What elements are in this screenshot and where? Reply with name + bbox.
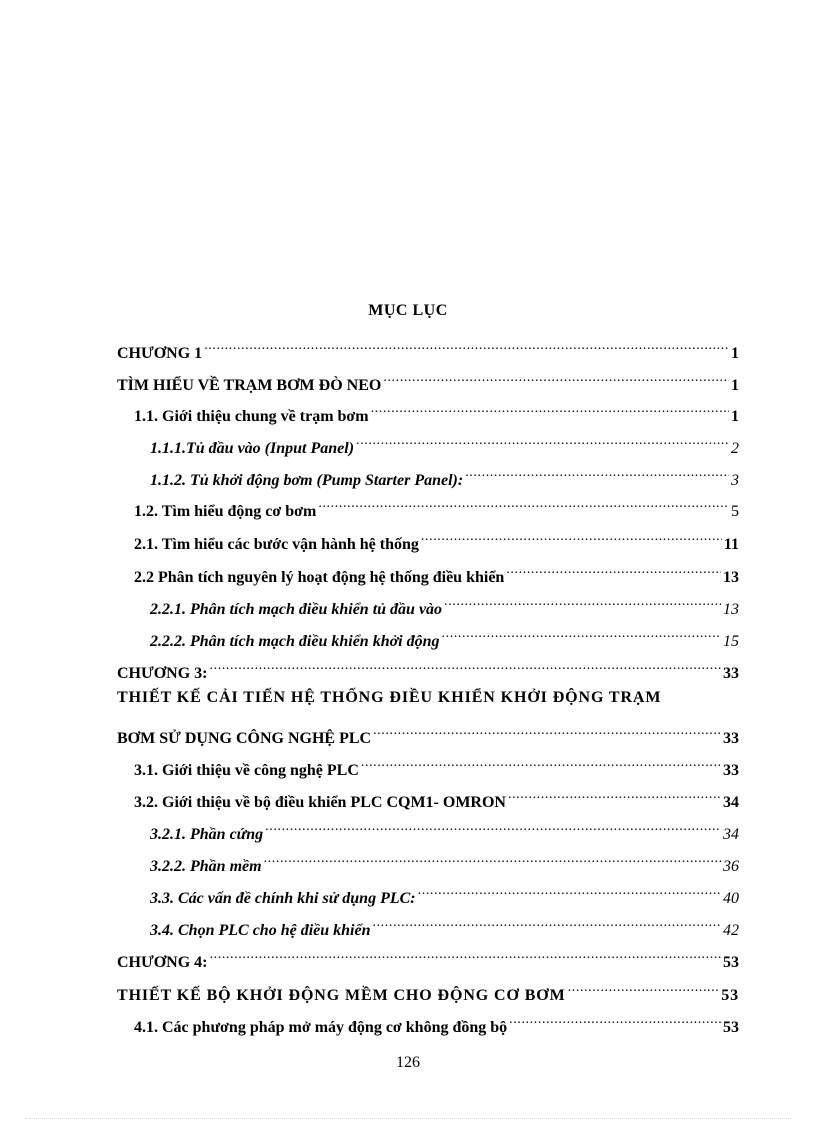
toc-entry-page: 1: [731, 408, 739, 425]
page-number: 126: [396, 1054, 420, 1071]
toc-entry-thiet-ke-cai-tien-line-1[interactable]: [117, 687, 739, 709]
toc-entry-thiet-ke-bo-khoi-dong[interactable]: [117, 978, 739, 1007]
toc-entry-page: 53: [723, 954, 739, 971]
leader-dots: [568, 978, 720, 1000]
leader-dots: [210, 656, 721, 678]
toc-entry-1-1-1[interactable]: [150, 431, 739, 460]
toc-entry-page: 13: [723, 601, 739, 618]
leader-dots: [265, 817, 721, 839]
leader-dots: [204, 336, 729, 358]
toc-entry-2-1[interactable]: [134, 527, 739, 556]
toc-entry-label: 3.2.1. Phần cứng: [150, 826, 264, 843]
leader-dots: [444, 592, 721, 614]
toc-entry-page: 33: [723, 730, 739, 747]
toc-entry-page: 11: [723, 536, 739, 553]
toc-entry-label: THIẾT KẾ BỘ KHỞI ĐỘNG MỀM CHO ĐỘNG CƠ BƠM: [117, 987, 566, 1004]
toc-entry-label: TÌM HIỂU VỀ TRẠM BƠM ĐÒ NEO: [117, 377, 382, 394]
leader-dots: [372, 913, 721, 935]
leader-dots: [318, 494, 729, 516]
toc-entry-page: 1: [731, 377, 739, 394]
toc-entry-label: CHƯƠNG 3:: [117, 665, 208, 682]
toc-entry-label: 3.4. Chọn PLC cho hệ điều khiển: [150, 922, 371, 939]
toc-entry-label: 3.1. Giới thiệu về công nghệ PLC: [134, 762, 359, 779]
leader-dots: [509, 1010, 721, 1032]
toc-entry-label: 4.1. Các phương pháp mở máy động cơ không đồng bộ: [134, 1019, 508, 1036]
toc-entry-label: THIẾT KẾ CẢI TIẾN HỆ THỐNG ĐIỀU KHIỂN KHỞI ĐỘNG TRẠM: [117, 689, 662, 706]
toc-entry-tim-hieu-tram-bom[interactable]: [117, 368, 739, 397]
toc-entry-page: 33: [723, 762, 739, 779]
toc-entry-label: 2.2.2. Phân tích mạch điều khiển khởi động: [150, 633, 440, 650]
toc-entry-2-2[interactable]: [134, 560, 739, 589]
leader-dots: [373, 721, 721, 743]
toc-entry-label: 2.2.1. Phân tích mạch điều khiển tủ đầu vào: [150, 601, 443, 618]
leader-dots: [465, 463, 729, 485]
toc-entry-page: 1: [731, 345, 739, 362]
toc-entry-2-2-1[interactable]: [150, 592, 739, 621]
toc-entry-page: 53: [723, 1019, 739, 1036]
toc-entry-label: 1.1.1.Tủ đầu vào (Input Panel): [150, 440, 355, 457]
toc-entry-page: 40: [723, 890, 739, 907]
leader-dots: [264, 849, 721, 871]
toc-title: MỤC LỤC: [368, 302, 448, 319]
toc-entry-2-2-2[interactable]: [150, 624, 739, 653]
toc-entry-page: 34: [723, 794, 739, 811]
toc-entry-label: 3.3. Các vấn đề chính khi sử dụng PLC:: [150, 890, 416, 907]
leader-dots: [356, 431, 729, 453]
toc-entry-3-2-1[interactable]: [150, 817, 739, 846]
toc-entry-1-1[interactable]: [134, 399, 739, 428]
toc-entry-label: 2.1. Tìm hiểu các bước vận hành hệ thống: [134, 536, 419, 553]
toc-entry-label: 1.1.2. Tủ khởi động bơm (Pump Starter Panel):: [150, 472, 464, 489]
toc-entry-1-2[interactable]: [134, 494, 739, 523]
toc-entry-chapter-3[interactable]: [117, 656, 739, 685]
toc-entry-page: 34: [723, 826, 739, 843]
leader-dots: [508, 785, 721, 807]
toc-entry-label: BƠM SỬ DỤNG CÔNG NGHỆ PLC: [117, 730, 372, 747]
toc-entry-page: 53: [721, 987, 739, 1004]
toc-entry-3-2-2[interactable]: [150, 849, 739, 878]
leader-dots: [361, 753, 721, 775]
toc-entry-page: 13: [723, 569, 739, 586]
toc-entry-chapter-4[interactable]: [117, 945, 739, 974]
toc-entry-label: 1.2. Tìm hiểu động cơ bơm: [134, 503, 317, 520]
leader-dots: [442, 624, 721, 646]
toc-entry-3-2[interactable]: [134, 785, 739, 814]
toc-entry-label: 1.1. Giới thiệu chung về trạm bơm: [134, 408, 369, 425]
toc-entry-page: 3: [731, 472, 739, 489]
toc-entry-chapter-1[interactable]: [117, 336, 739, 365]
toc-entry-3-1[interactable]: [134, 753, 739, 782]
toc-entry-label: CHƯƠNG 1: [117, 345, 203, 362]
leader-dots: [506, 560, 721, 582]
toc-entry-page: 5: [731, 503, 739, 520]
leader-dots: [421, 527, 722, 549]
toc-entry-label: 3.2.2. Phần mềm: [150, 858, 262, 875]
toc-entry-page: 36: [723, 858, 739, 875]
toc-entry-label: 3.2. Giới thiệu về bộ điều khiển PLC CQM1- OMRON: [134, 794, 506, 811]
toc-entry-label: CHƯƠNG 4:: [117, 954, 208, 971]
toc-entry-label: 2.2 Phân tích nguyên lý hoạt động hệ thống điều khiển: [134, 569, 505, 586]
leader-dots: [371, 399, 729, 421]
toc-entry-page: 33: [723, 665, 739, 682]
toc-entry-3-3[interactable]: [150, 881, 739, 910]
toc-entry-3-4[interactable]: [150, 913, 739, 942]
toc-entry-page: 42: [723, 922, 739, 939]
leader-dots: [210, 945, 721, 967]
toc-entry-thiet-ke-cai-tien-line-2[interactable]: [117, 721, 739, 750]
toc-entry-page: 2: [731, 440, 739, 457]
leader-dots: [418, 881, 721, 903]
page-bottom-divider: [25, 1118, 791, 1119]
leader-dots: [383, 368, 729, 390]
toc-entry-1-1-2[interactable]: [150, 463, 739, 492]
toc-entry-4-1[interactable]: [134, 1010, 739, 1039]
toc-entry-page: 15: [723, 633, 739, 650]
